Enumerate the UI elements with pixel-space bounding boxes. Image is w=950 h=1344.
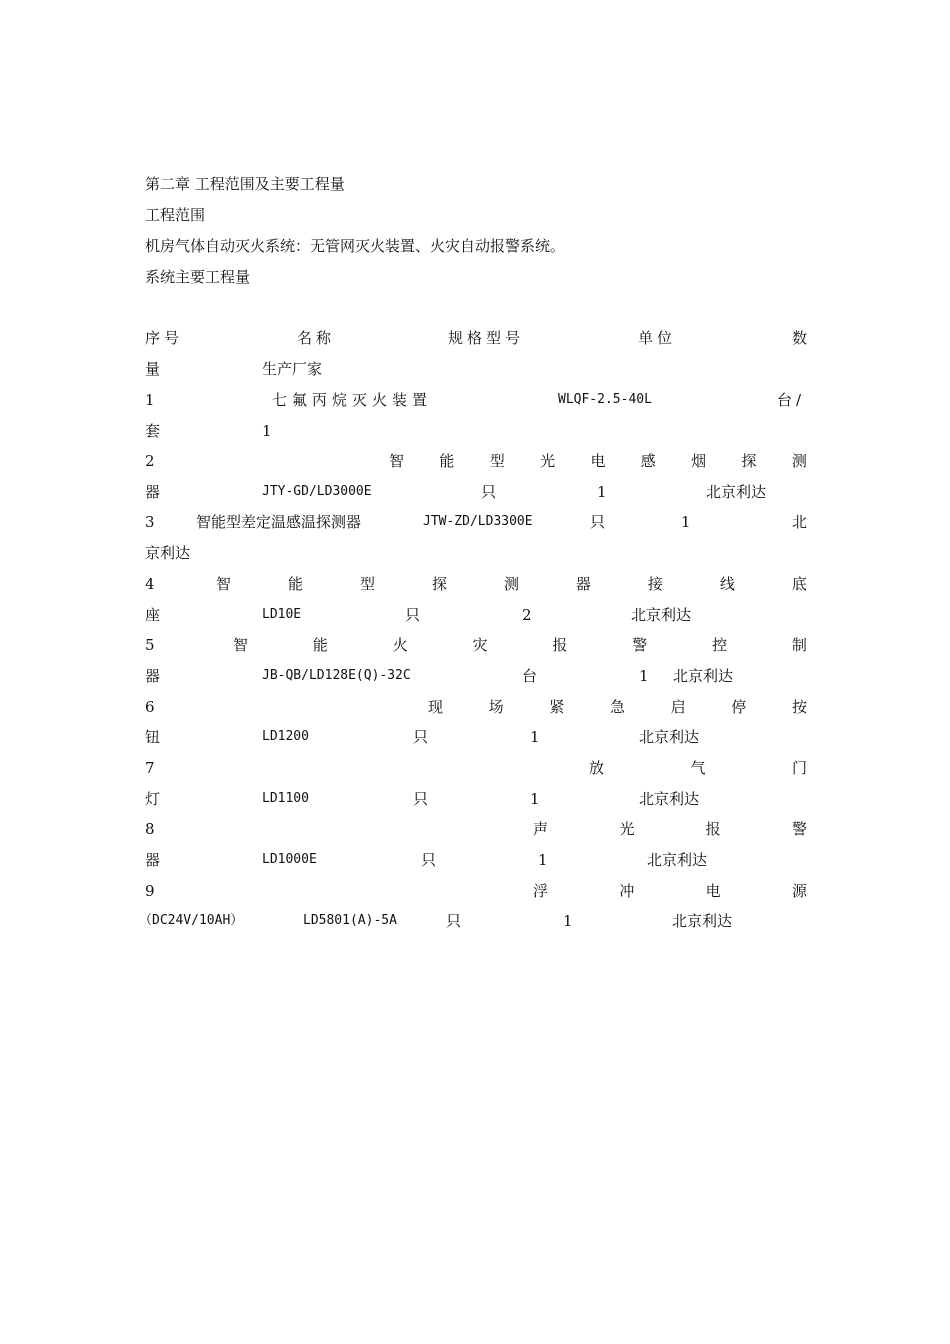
table-row: 1 七氟丙烷灭火装置 WLQF-2.5-40L 台/ xyxy=(145,391,806,409)
header-name: 名称 xyxy=(297,329,336,347)
table-row-cont: 灯 LD1100 只 1 北京利达 xyxy=(145,790,700,808)
chapter-heading: 第二章 工程范围及主要工程量 xyxy=(145,175,345,193)
table-row: 5 智 能 火 灾 报 警 控 制 xyxy=(145,636,807,654)
table-row-cont: 器 JB-QB/LD128E(Q)-32C 台 1 北京利达 xyxy=(145,667,734,685)
table-row: 4 智 能 型 探 测 器 接 线 底 xyxy=(145,575,807,593)
table-row-cont: （DC24V/10AH） LD5801(A)-5A 只 1 北京利达 xyxy=(139,912,733,930)
table-row-cont: 座 LD10E 只 2 北京利达 xyxy=(145,606,692,624)
table-row-cont: 器 JTY-GD/LD3000E 只 1 北京利达 xyxy=(145,483,767,501)
header-qty-a: 数 xyxy=(792,329,808,347)
header-spec: 规格型号 xyxy=(448,329,525,347)
header-seq: 序号 xyxy=(145,329,184,347)
header-unit: 单位 xyxy=(638,329,677,347)
table-header-cont xyxy=(145,357,807,381)
table-row: 8 声 光 报 警 xyxy=(145,820,807,838)
header-maker: 生产厂家 xyxy=(262,360,323,378)
table-row-cont: 钮 LD1200 只 1 北京利达 xyxy=(145,728,700,746)
table-header xyxy=(145,326,807,350)
table-row-cont: 器 LD1000E 只 1 北京利达 xyxy=(145,851,708,869)
table-row-cont: 京利达 xyxy=(145,544,191,562)
quantities-title: 系统主要工程量 xyxy=(145,268,251,286)
table-row: 7 放 气 门 xyxy=(145,759,807,777)
table-row: 2 智 能 型 光 电 感 烟 探 测 xyxy=(145,452,807,470)
table-row: 9 浮 冲 电 源 xyxy=(145,882,807,900)
table-row-cont: 套 1 xyxy=(145,422,272,440)
table-row: 6 现 场 紧 急 启 停 按 xyxy=(145,698,807,716)
scope-title: 工程范围 xyxy=(145,206,206,224)
header-qty-b: 量 xyxy=(145,360,161,378)
scope-text: 机房气体自动灭火系统：无管网灭火装置、火灾自动报警系统。 xyxy=(145,237,566,255)
table-row: 3 智能型差定温感温探测器 JTW-ZD/LD3300E 只 1 北 xyxy=(145,513,808,531)
